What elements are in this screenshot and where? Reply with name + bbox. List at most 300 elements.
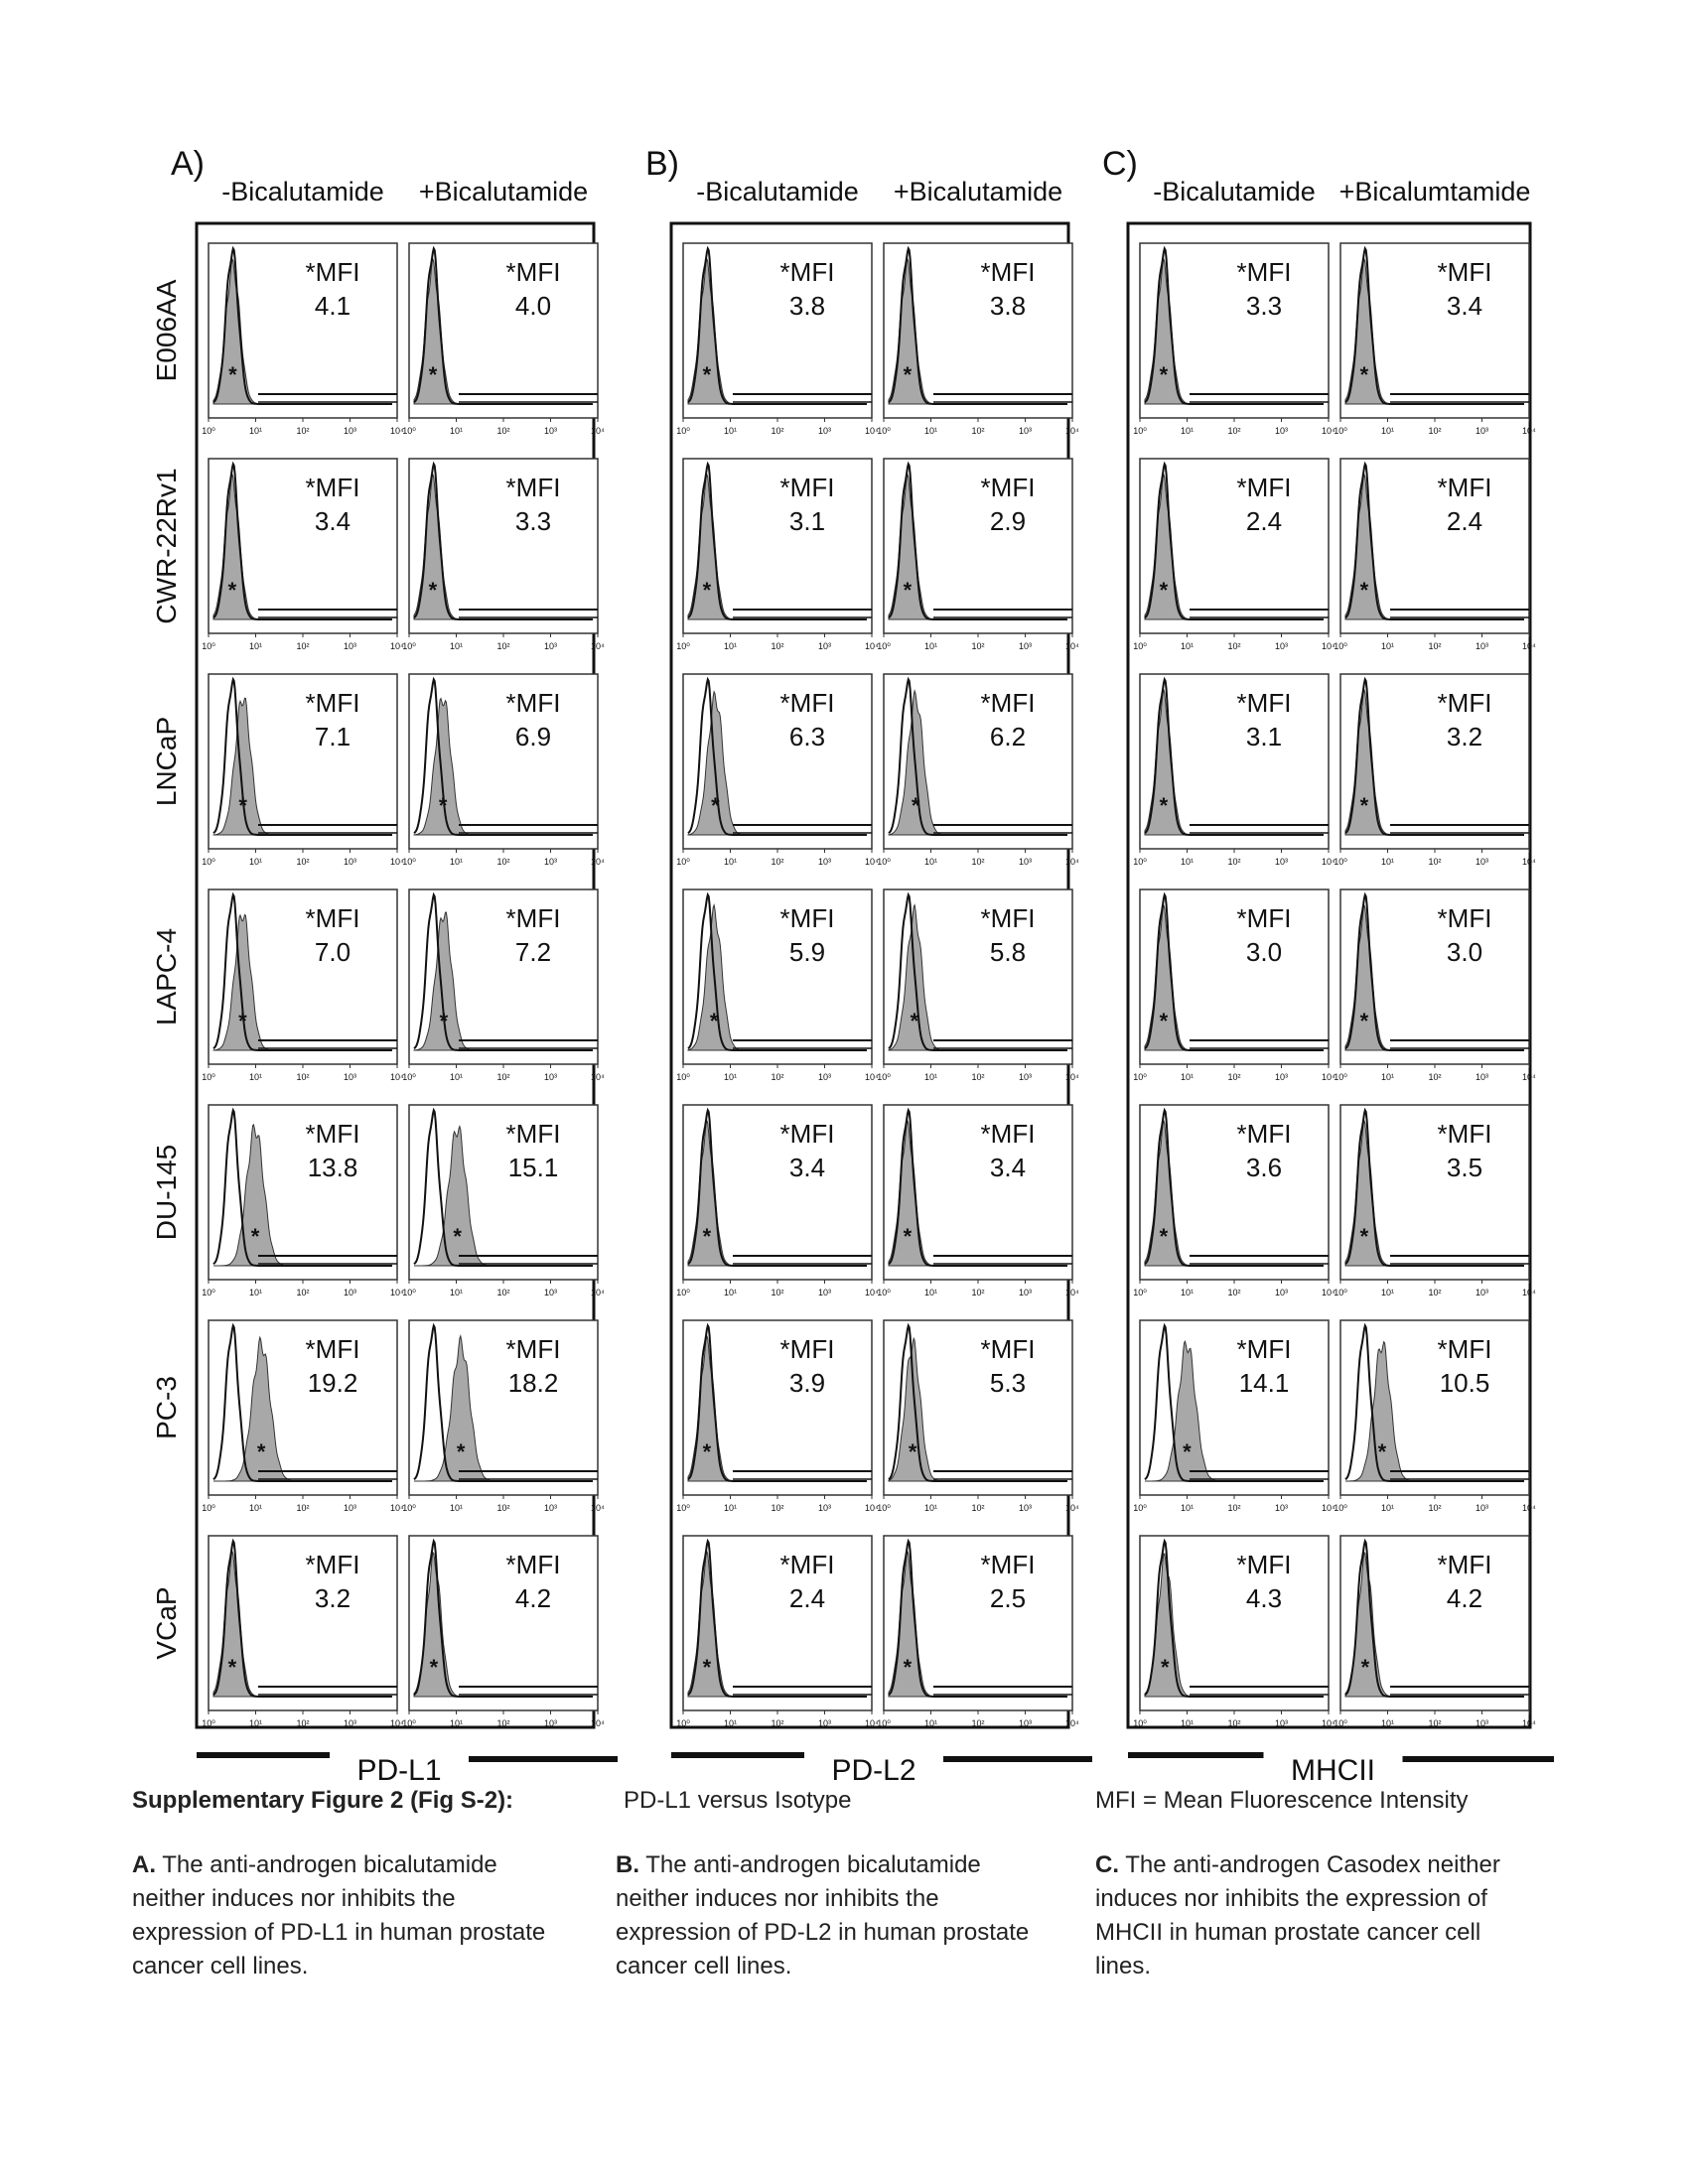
x-tick-label: 10¹ <box>1180 1072 1195 1082</box>
mfi-label: *MFI <box>1236 1334 1292 1364</box>
mfi-value: 6.9 <box>514 722 552 751</box>
mfi-label: *MFI <box>1437 1550 1492 1579</box>
mfi-label: *MFI <box>505 903 561 933</box>
mfi-label: *MFI <box>505 257 561 287</box>
x-tick-label: 10¹ <box>1180 1718 1195 1728</box>
x-tick-label: 10¹ <box>723 1072 738 1082</box>
x-tick-label: 10³ <box>543 426 558 436</box>
x-tick-label: 10¹ <box>449 1718 464 1728</box>
mfi-value: 5.9 <box>788 937 826 967</box>
x-tick-label: 10¹ <box>449 857 464 867</box>
mfi-value: 2.4 <box>788 1583 826 1613</box>
x-tick-label: 10¹ <box>248 641 263 651</box>
mfi-label: *MFI <box>505 688 561 718</box>
x-tick-label: 10³ <box>1475 857 1489 867</box>
mfi-value: 15.1 <box>507 1153 559 1182</box>
caption-b <box>616 1848 1053 1983</box>
x-tick-label: 10⁴ <box>390 1718 404 1728</box>
x-tick-label: 10¹ <box>1380 1288 1395 1297</box>
x-tick-label: 10⁰ <box>676 857 690 867</box>
x-tick-label: 10⁴ <box>1322 641 1336 651</box>
x-tick-label: 10⁰ <box>402 641 416 651</box>
mfi-value: 18.2 <box>507 1368 559 1398</box>
mfi-value: 6.3 <box>788 722 826 751</box>
x-tick-label: 10¹ <box>1380 1072 1395 1082</box>
x-tick-label: 10¹ <box>248 1288 263 1297</box>
x-tick-label: 10⁴ <box>1522 641 1536 651</box>
x-tick-label: 10² <box>496 1072 510 1082</box>
x-tick-label: 10⁰ <box>402 1718 416 1728</box>
mfi-value: 4.1 <box>314 291 352 321</box>
x-tick-label: 10⁴ <box>865 1288 879 1297</box>
x-tick-label: 10³ <box>817 1072 832 1082</box>
caption-c-letter: C. <box>1095 1851 1119 1878</box>
x-tick-label: 10⁰ <box>1133 641 1147 651</box>
mfi-label: *MFI <box>505 473 561 502</box>
x-tick-label: 10⁴ <box>1522 426 1536 436</box>
x-tick-label: 10² <box>296 1503 310 1513</box>
x-tick-label: 10³ <box>543 857 558 867</box>
mfi-label: *MFI <box>1437 688 1492 718</box>
histogram-cell <box>409 1105 598 1280</box>
x-tick-label: 10⁰ <box>1133 857 1147 867</box>
x-tick-label: 10⁴ <box>1322 1288 1336 1297</box>
mfi-label: *MFI <box>980 1119 1036 1149</box>
x-tick-label: 10³ <box>1018 857 1033 867</box>
x-tick-label: 10¹ <box>923 1503 938 1513</box>
star-marker: * <box>908 1439 917 1464</box>
caption-c <box>1095 1848 1512 1983</box>
x-tick-label: 10² <box>971 1072 985 1082</box>
x-tick-label: 10¹ <box>248 1503 263 1513</box>
histogram-cell <box>409 1320 598 1495</box>
x-tick-label: 10¹ <box>923 1072 938 1082</box>
star-marker: * <box>256 1439 266 1464</box>
x-tick-label: 10¹ <box>723 1503 738 1513</box>
mfi-value: 13.8 <box>307 1153 358 1182</box>
caption-legend: MFI = Mean Fluorescence Intensity <box>1095 1787 1469 1814</box>
x-tick-label: 10⁴ <box>1522 857 1536 867</box>
mfi-label: *MFI <box>779 257 835 287</box>
star-marker: * <box>702 578 712 603</box>
mfi-value: 6.2 <box>989 722 1027 751</box>
mfi-label: *MFI <box>980 257 1036 287</box>
mfi-label: *MFI <box>305 1119 360 1149</box>
mfi-value: 3.9 <box>788 1368 826 1398</box>
mfi-value: 2.5 <box>989 1583 1027 1613</box>
x-tick-label: 10³ <box>1475 1288 1489 1297</box>
star-marker: * <box>250 1224 260 1249</box>
x-tick-label: 10² <box>971 1503 985 1513</box>
x-tick-label: 10⁴ <box>865 1503 879 1513</box>
x-tick-label: 10¹ <box>248 426 263 436</box>
x-tick-label: 10⁰ <box>877 1072 891 1082</box>
star-marker: * <box>439 1009 449 1033</box>
x-tick-label: 10³ <box>343 641 357 651</box>
panel-letter: A) <box>171 145 205 183</box>
mfi-value: 3.6 <box>1245 1153 1283 1182</box>
x-tick-label: 10⁴ <box>591 1072 605 1082</box>
mfi-value: 4.3 <box>1245 1583 1283 1613</box>
x-tick-label: 10² <box>496 641 510 651</box>
x-tick-label: 10⁰ <box>676 1718 690 1728</box>
mfi-label: *MFI <box>1437 473 1492 502</box>
mfi-value: 3.1 <box>1245 722 1283 751</box>
mfi-value: 3.5 <box>1446 1153 1483 1182</box>
x-tick-label: 10³ <box>1018 1288 1033 1297</box>
caption-b-text: The anti-androgen bicalutamide neither induces nor inhibits the expression of PD-L2 in human prostate cancer cell lines. <box>616 1851 1030 1979</box>
x-tick-label: 10¹ <box>923 426 938 436</box>
mfi-value: 3.0 <box>1446 937 1483 967</box>
x-tick-label: 10⁴ <box>1322 426 1336 436</box>
x-tick-label: 10¹ <box>1380 641 1395 651</box>
star-marker: * <box>1359 578 1369 603</box>
cell-line-label: LAPC-4 <box>151 927 182 1026</box>
x-tick-label: 10¹ <box>923 1288 938 1297</box>
star-marker: * <box>428 362 438 387</box>
condition-header: +Bicalutamide <box>418 177 589 206</box>
x-tick-label: 10⁰ <box>202 426 215 436</box>
star-marker: * <box>238 1009 247 1033</box>
mfi-value: 19.2 <box>307 1368 358 1398</box>
x-tick-label: 10⁴ <box>390 1288 404 1297</box>
x-tick-label: 10⁴ <box>1322 857 1336 867</box>
x-tick-label: 10⁴ <box>390 857 404 867</box>
x-tick-label: 10³ <box>1274 1072 1289 1082</box>
x-tick-label: 10⁴ <box>865 857 879 867</box>
x-tick-label: 10¹ <box>723 857 738 867</box>
x-tick-label: 10³ <box>1274 1288 1289 1297</box>
x-tick-label: 10³ <box>1274 641 1289 651</box>
x-tick-label: 10⁰ <box>676 641 690 651</box>
x-tick-label: 10¹ <box>723 1288 738 1297</box>
mfi-label: *MFI <box>779 1334 835 1364</box>
x-tick-label: 10² <box>771 1072 784 1082</box>
cell-line-label: PC-3 <box>151 1376 182 1439</box>
x-tick-label: 10² <box>771 1718 784 1728</box>
x-tick-label: 10⁰ <box>1334 1288 1347 1297</box>
x-tick-label: 10² <box>771 641 784 651</box>
x-tick-label: 10³ <box>817 1718 832 1728</box>
mfi-value: 3.3 <box>514 506 552 536</box>
x-tick-label: 10⁰ <box>877 1503 891 1513</box>
star-marker: * <box>1183 1439 1192 1464</box>
mfi-value: 2.4 <box>1245 506 1283 536</box>
x-tick-label: 10¹ <box>449 1288 464 1297</box>
x-tick-label: 10² <box>1428 641 1442 651</box>
star-marker: * <box>1359 1224 1369 1249</box>
mfi-label: *MFI <box>1437 257 1492 287</box>
x-tick-label: 10⁴ <box>1322 1072 1336 1082</box>
x-tick-label: 10⁰ <box>202 1288 215 1297</box>
x-tick-label: 10¹ <box>723 1718 738 1728</box>
x-tick-label: 10⁰ <box>202 1718 215 1728</box>
mfi-value: 4.2 <box>514 1583 552 1613</box>
x-tick-label: 10² <box>296 1072 310 1082</box>
x-tick-label: 10³ <box>817 426 832 436</box>
x-tick-label: 10² <box>971 641 985 651</box>
mfi-value: 4.2 <box>1446 1583 1483 1613</box>
mfi-label: *MFI <box>505 1119 561 1149</box>
mfi-label: *MFI <box>980 903 1036 933</box>
x-tick-label: 10² <box>1227 1288 1241 1297</box>
x-tick-label: 10⁴ <box>1322 1503 1336 1513</box>
x-tick-label: 10³ <box>343 1288 357 1297</box>
x-tick-label: 10³ <box>543 1072 558 1082</box>
star-marker: * <box>1159 578 1169 603</box>
x-tick-label: 10³ <box>343 1072 357 1082</box>
x-tick-label: 10⁴ <box>390 1072 404 1082</box>
caption-a-text: The anti-androgen bicalutamide neither induces nor inhibits the expression of PD-L1 in human prostate cancer cell lines. <box>132 1851 546 1979</box>
x-tick-label: 10³ <box>1475 641 1489 651</box>
x-tick-label: 10⁰ <box>1133 1503 1147 1513</box>
mfi-value: 14.1 <box>1238 1368 1290 1398</box>
star-marker: * <box>1161 1655 1170 1680</box>
x-tick-label: 10³ <box>1018 1503 1033 1513</box>
x-tick-label: 10³ <box>1274 1718 1289 1728</box>
star-marker: * <box>1360 1655 1370 1680</box>
x-tick-label: 10⁰ <box>877 641 891 651</box>
x-tick-label: 10¹ <box>1180 641 1195 651</box>
star-marker: * <box>1159 793 1169 818</box>
star-marker: * <box>709 1009 719 1033</box>
x-tick-label: 10³ <box>543 1288 558 1297</box>
x-tick-label: 10⁴ <box>1522 1718 1536 1728</box>
x-tick-label: 10⁰ <box>202 1503 215 1513</box>
mfi-value: 7.0 <box>314 937 352 967</box>
x-tick-label: 10¹ <box>923 1718 938 1728</box>
mfi-value: 3.8 <box>788 291 826 321</box>
x-tick-label: 10³ <box>1018 1072 1033 1082</box>
x-tick-label: 10⁰ <box>1133 1072 1147 1082</box>
star-marker: * <box>702 1224 712 1249</box>
x-tick-label: 10⁰ <box>1334 641 1347 651</box>
star-marker: * <box>1159 1224 1169 1249</box>
star-marker: * <box>1377 1439 1387 1464</box>
x-tick-label: 10³ <box>1274 1503 1289 1513</box>
x-tick-label: 10² <box>296 857 310 867</box>
x-tick-label: 10⁰ <box>202 857 215 867</box>
x-tick-label: 10³ <box>1018 426 1033 436</box>
x-tick-label: 10² <box>496 857 510 867</box>
condition-header: -Bicalutamide <box>221 177 384 206</box>
x-tick-label: 10³ <box>543 1503 558 1513</box>
x-tick-label: 10⁴ <box>865 1718 879 1728</box>
x-tick-label: 10³ <box>343 1718 357 1728</box>
caption-c-text: The anti-androgen Casodex neither induces nor inhibits the expression of MHCII in human prostate cancer cell lines. <box>1095 1851 1500 1979</box>
mfi-label: *MFI <box>1236 257 1292 287</box>
x-tick-label: 10⁰ <box>402 1072 416 1082</box>
mfi-label: *MFI <box>305 1334 360 1364</box>
star-marker: * <box>428 578 438 603</box>
x-tick-label: 10¹ <box>248 1072 263 1082</box>
x-tick-label: 10⁰ <box>402 1288 416 1297</box>
caption-b-letter: B. <box>616 1851 639 1878</box>
x-tick-label: 10⁰ <box>202 1072 215 1082</box>
x-tick-label: 10² <box>1428 1503 1442 1513</box>
x-tick-label: 10² <box>496 426 510 436</box>
mfi-label: *MFI <box>305 473 360 502</box>
x-tick-label: 10² <box>971 1718 985 1728</box>
x-tick-label: 10⁰ <box>1334 1718 1347 1728</box>
x-tick-label: 10⁰ <box>1133 1718 1147 1728</box>
x-tick-label: 10¹ <box>923 641 938 651</box>
condition-header: -Bicalutamide <box>696 177 859 206</box>
mfi-label: *MFI <box>779 473 835 502</box>
mfi-value: 2.9 <box>989 506 1027 536</box>
x-tick-label: 10² <box>296 1718 310 1728</box>
mfi-value: 3.0 <box>1245 937 1283 967</box>
x-tick-label: 10² <box>971 1288 985 1297</box>
x-tick-label: 10¹ <box>248 857 263 867</box>
x-tick-label: 10² <box>1428 857 1442 867</box>
mfi-label: *MFI <box>1437 1334 1492 1364</box>
x-tick-label: 10⁰ <box>877 1718 891 1728</box>
x-tick-label: 10² <box>496 1718 510 1728</box>
x-tick-label: 10³ <box>1475 1072 1489 1082</box>
mfi-value: 3.4 <box>989 1153 1027 1182</box>
x-tick-label: 10³ <box>1018 1718 1033 1728</box>
x-tick-label: 10⁰ <box>402 857 416 867</box>
x-tick-label: 10⁰ <box>676 1288 690 1297</box>
x-tick-label: 10⁰ <box>877 1288 891 1297</box>
x-tick-label: 10³ <box>817 641 832 651</box>
x-tick-label: 10⁴ <box>1522 1503 1536 1513</box>
x-tick-label: 10⁴ <box>591 426 605 436</box>
mfi-value: 3.4 <box>788 1153 826 1182</box>
x-tick-label: 10³ <box>1018 641 1033 651</box>
x-tick-label: 10² <box>771 426 784 436</box>
x-tick-label: 10² <box>1428 426 1442 436</box>
mfi-value: 7.1 <box>314 722 352 751</box>
x-tick-label: 10¹ <box>1180 857 1195 867</box>
x-tick-label: 10¹ <box>723 641 738 651</box>
x-tick-label: 10⁴ <box>390 641 404 651</box>
cell-line-label: LNCaP <box>151 716 182 807</box>
star-marker: * <box>903 578 913 603</box>
x-tick-label: 10⁰ <box>1334 857 1347 867</box>
mfi-value: 5.8 <box>989 937 1027 967</box>
star-marker: * <box>1159 1009 1169 1033</box>
mfi-value: 2.4 <box>1446 506 1483 536</box>
x-tick-label: 10⁴ <box>865 426 879 436</box>
mfi-value: 3.8 <box>989 291 1027 321</box>
x-tick-label: 10² <box>1227 426 1241 436</box>
mfi-label: *MFI <box>1236 473 1292 502</box>
mfi-label: *MFI <box>505 1334 561 1364</box>
star-marker: * <box>702 1439 712 1464</box>
x-tick-label: 10² <box>296 641 310 651</box>
x-tick-label: 10² <box>771 1503 784 1513</box>
x-tick-label: 10⁴ <box>1522 1288 1536 1297</box>
panel-letter: B) <box>645 145 679 183</box>
x-tick-label: 10⁴ <box>390 426 404 436</box>
marker-label: MHCII <box>1291 1754 1375 1787</box>
mfi-label: *MFI <box>779 1550 835 1579</box>
mfi-label: *MFI <box>1236 903 1292 933</box>
mfi-label: *MFI <box>779 1119 835 1149</box>
mfi-label: *MFI <box>305 688 360 718</box>
x-tick-label: 10⁴ <box>591 1288 605 1297</box>
mfi-label: *MFI <box>1437 903 1492 933</box>
x-tick-label: 10⁰ <box>1334 1072 1347 1082</box>
x-tick-label: 10⁴ <box>1065 641 1079 651</box>
mfi-label: *MFI <box>980 473 1036 502</box>
caption-subtitle: PD-L1 versus Isotype <box>624 1787 852 1814</box>
x-tick-label: 10¹ <box>1380 1718 1395 1728</box>
x-tick-label: 10⁰ <box>676 1503 690 1513</box>
x-tick-label: 10⁰ <box>1334 1503 1347 1513</box>
star-marker: * <box>438 793 448 818</box>
x-tick-label: 10¹ <box>1180 1503 1195 1513</box>
x-tick-label: 10² <box>971 426 985 436</box>
star-marker: * <box>1359 1009 1369 1033</box>
star-marker: * <box>453 1224 462 1249</box>
marker-label: PD-L1 <box>356 1754 442 1787</box>
mfi-value: 5.3 <box>989 1368 1027 1398</box>
x-tick-label: 10¹ <box>248 1718 263 1728</box>
panel-letter: C) <box>1102 145 1138 183</box>
x-tick-label: 10³ <box>817 857 832 867</box>
cell-line-label: DU-145 <box>151 1144 182 1241</box>
star-marker: * <box>228 362 237 387</box>
x-tick-label: 10² <box>771 1288 784 1297</box>
x-tick-label: 10⁴ <box>865 641 879 651</box>
caption-a <box>132 1848 569 1983</box>
x-tick-label: 10² <box>1227 857 1241 867</box>
x-tick-label: 10¹ <box>449 1503 464 1513</box>
x-tick-label: 10³ <box>1274 857 1289 867</box>
star-marker: * <box>227 1655 237 1680</box>
star-marker: * <box>910 1009 919 1033</box>
histogram-cell <box>209 1320 397 1495</box>
star-marker: * <box>1359 793 1369 818</box>
x-tick-label: 10⁰ <box>676 1072 690 1082</box>
mfi-label: *MFI <box>1437 1119 1492 1149</box>
x-tick-label: 10¹ <box>923 857 938 867</box>
cell-line-label: VCaP <box>151 1586 182 1660</box>
x-tick-label: 10³ <box>1475 1718 1489 1728</box>
mfi-value: 3.2 <box>314 1583 352 1613</box>
x-tick-label: 10⁴ <box>1522 1072 1536 1082</box>
star-marker: * <box>1359 362 1369 387</box>
cell-line-label: CWR-22Rv1 <box>151 468 182 624</box>
x-tick-label: 10⁰ <box>877 857 891 867</box>
x-tick-label: 10² <box>771 857 784 867</box>
x-tick-label: 10⁰ <box>1334 426 1347 436</box>
x-tick-label: 10³ <box>343 1503 357 1513</box>
mfi-label: *MFI <box>305 257 360 287</box>
star-marker: * <box>227 578 237 603</box>
mfi-label: *MFI <box>305 1550 360 1579</box>
mfi-label: *MFI <box>980 1550 1036 1579</box>
mfi-label: *MFI <box>305 903 360 933</box>
x-tick-label: 10¹ <box>723 426 738 436</box>
x-tick-label: 10⁴ <box>1065 1718 1079 1728</box>
x-tick-label: 10¹ <box>449 1072 464 1082</box>
x-tick-label: 10⁴ <box>591 1718 605 1728</box>
x-tick-label: 10¹ <box>1180 1288 1195 1297</box>
mfi-value: 3.4 <box>314 506 352 536</box>
x-tick-label: 10² <box>971 857 985 867</box>
x-tick-label: 10³ <box>817 1288 832 1297</box>
star-marker: * <box>911 793 920 818</box>
x-tick-label: 10⁴ <box>1065 1072 1079 1082</box>
mfi-value: 4.0 <box>514 291 552 321</box>
x-tick-label: 10¹ <box>1380 1503 1395 1513</box>
star-marker: * <box>456 1439 466 1464</box>
x-tick-label: 10⁴ <box>1322 1718 1336 1728</box>
